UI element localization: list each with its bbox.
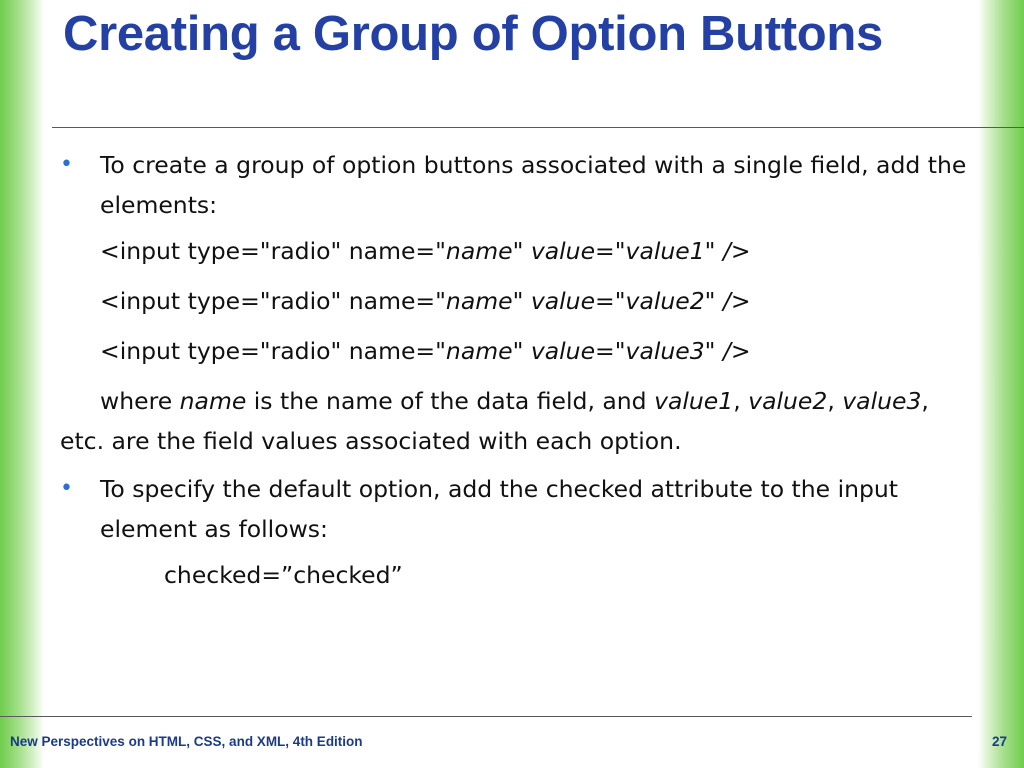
code-prefix: <input type="radio" name=" [100, 337, 446, 365]
footer-page-number: 27 [992, 734, 1008, 749]
slide-title: Creating a Group of Option Buttons [63, 7, 884, 61]
bullet-icon: • [60, 476, 73, 501]
code-prefix: <input type="radio" name=" [100, 237, 446, 265]
footer-book-title: New Perspectives on HTML, CSS, and XML, 4th Edition [10, 734, 363, 749]
code-italic: name" value="value2" /> [445, 287, 751, 315]
slide-body [60, 145, 975, 595]
code-italic: name" value="value3" /> [445, 337, 751, 365]
code-line-2 [60, 281, 975, 321]
bullet-text-1: To create a group of option buttons associated with a single field, add the elements: [100, 151, 967, 219]
code-line-3 [60, 331, 975, 371]
checked-example: checked=”checked” [164, 561, 403, 589]
where-sep-1: , [733, 387, 749, 415]
where-paragraph [60, 381, 975, 461]
bullet-item-2 [60, 469, 975, 549]
where-term-value2: value2 [748, 387, 828, 415]
bullet-icon: • [60, 152, 73, 177]
code-prefix: <input type="radio" name=" [100, 287, 446, 315]
title-divider [52, 127, 1024, 128]
where-text-2: is the name of the data field, and [246, 387, 655, 415]
where-term-value3: value3 [842, 387, 922, 415]
where-term-value1: value1 [654, 387, 734, 415]
code-italic: name" value="value1" /> [445, 237, 751, 265]
footer-divider [0, 716, 972, 717]
left-decorative-bar [0, 0, 44, 768]
right-decorative-bar [978, 0, 1024, 768]
where-text-3: , etc. are the field values associated with each option. [60, 387, 929, 455]
bullet-text-2: To specify the default option, add the checked attribute to the input element as follows: [100, 475, 899, 543]
bullet-item-1 [60, 145, 975, 225]
where-text-1: where [100, 387, 180, 415]
code-line-1 [60, 231, 975, 271]
where-term-name: name [179, 387, 247, 415]
where-sep-2: , [827, 387, 843, 415]
